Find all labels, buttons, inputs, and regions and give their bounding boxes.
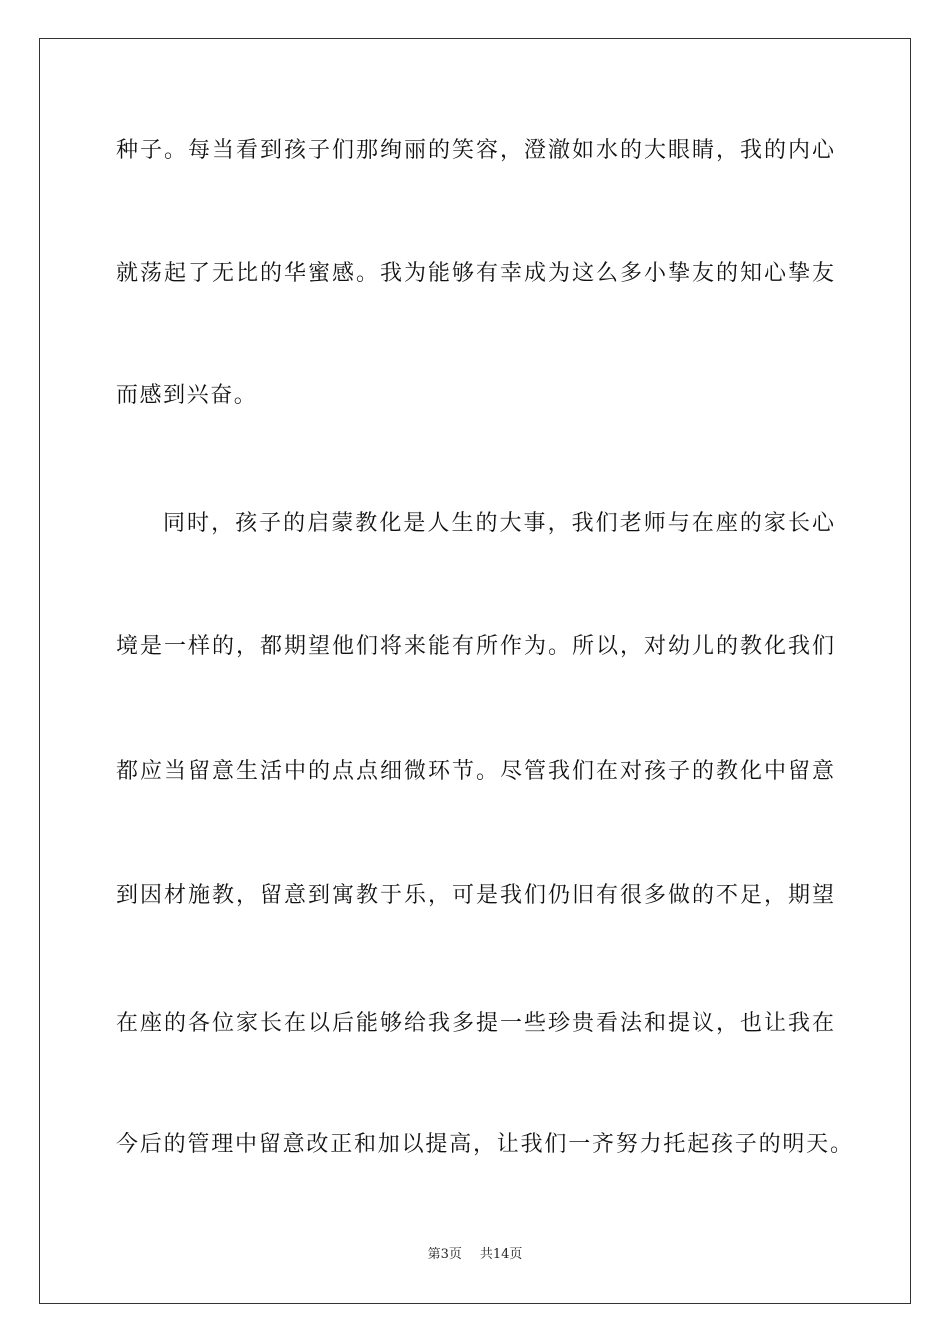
body-text-line-1: 种子。每当看到孩子们那绚丽的笑容，澄澈如水的大眼睛，我的内心 (116, 138, 834, 163)
body-text-line-9: 今后的管理中留意改正和加以提高，让我们一齐努力托起孩子的明天。 (116, 1132, 852, 1157)
body-text-line-4: 同时，孩子的启蒙教化是人生的大事，我们老师与在座的家长心 (163, 511, 834, 536)
page-footer (0, 1246, 950, 1264)
body-text-line-3: 而感到兴奋。 (116, 383, 258, 408)
page-border (39, 38, 911, 1304)
page-total: 共14页 (479, 1247, 523, 1262)
body-text-line-7: 到因材施教，留意到寓教于乐，可是我们仍旧有很多做的不足，期望 (116, 883, 834, 908)
body-text-line-2: 就荡起了无比的华蜜感。我为能够有幸成为这么多小挚友的知心挚友 (116, 261, 834, 286)
body-text-line-5: 境是一样的，都期望他们将来能有所作为。所以，对幼儿的教化我们 (116, 634, 834, 659)
body-text-line-6: 都应当留意生活中的点点细微环节。尽管我们在对孩子的教化中留意 (116, 759, 834, 784)
page-number: 第3页 (427, 1247, 462, 1262)
body-text-line-8: 在座的各位家长在以后能够给我多提一些珍贵看法和提议，也让我在 (116, 1011, 834, 1036)
